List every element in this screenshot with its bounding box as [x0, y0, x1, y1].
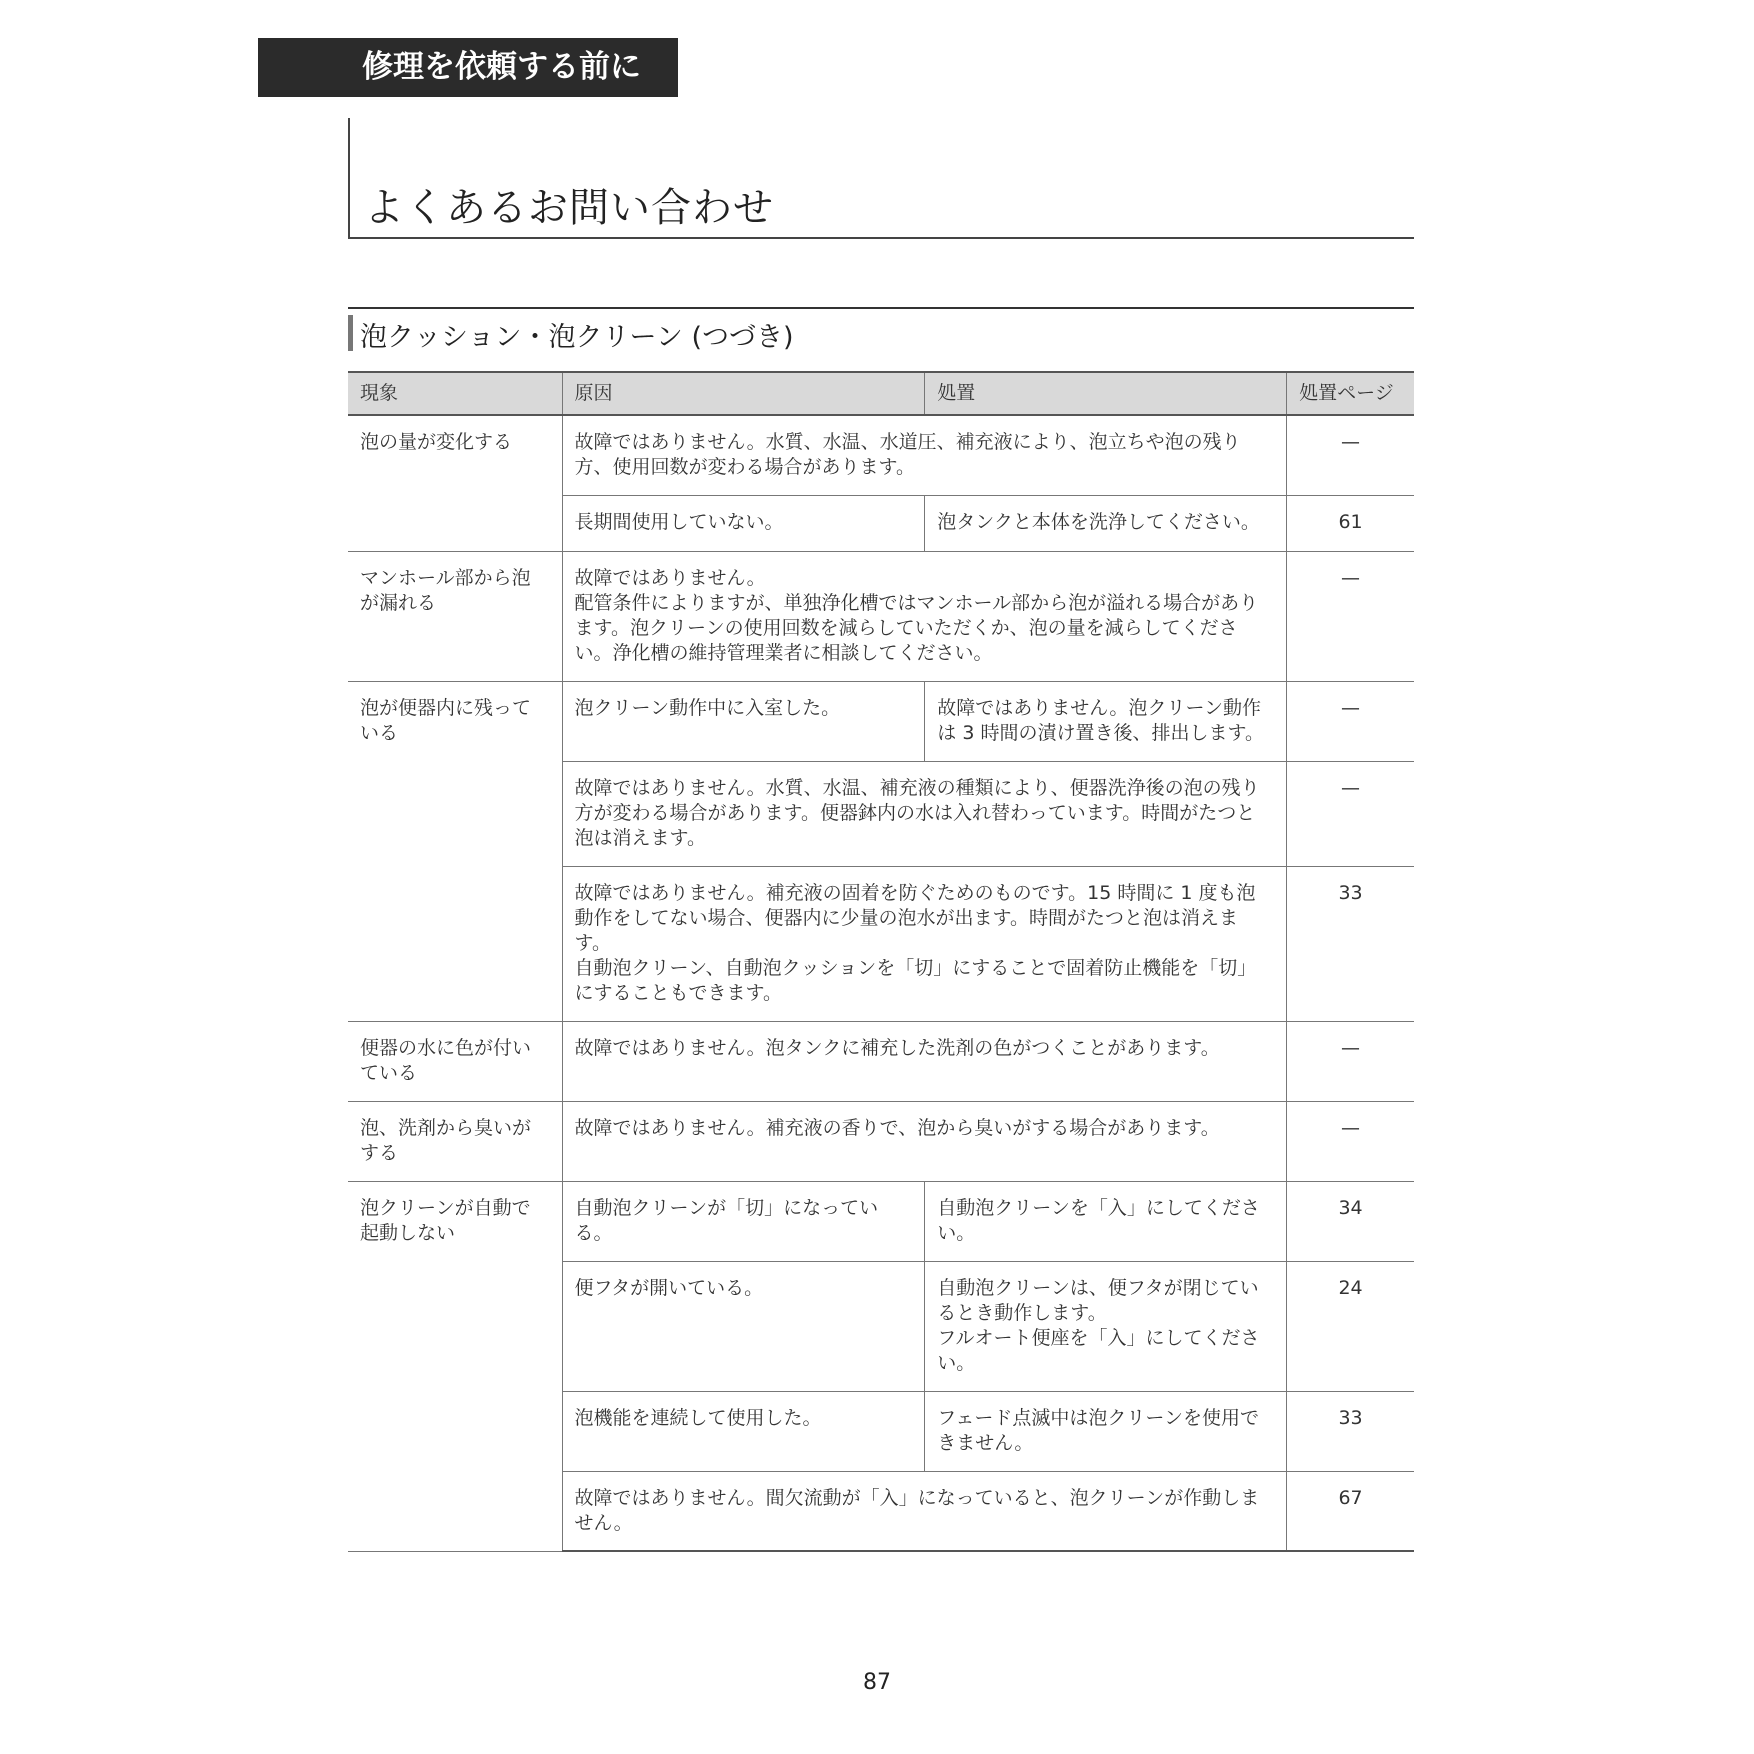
cause-cell: 自動泡クリーンが「切」になっている。	[562, 1181, 925, 1261]
subsection-header	[348, 307, 1414, 353]
action-cell: 泡タンクと本体を洗浄してください。	[925, 495, 1287, 551]
subsection-marker	[348, 315, 353, 351]
column-header-action: 処置	[925, 372, 1287, 415]
action-cell: 自動泡クリーンを「入」にしてください。	[925, 1181, 1287, 1261]
page-ref-cell: —	[1287, 1101, 1414, 1181]
page-ref-cell: 33	[1287, 1391, 1414, 1471]
page-ref-cell: —	[1287, 1021, 1414, 1101]
cause-action-cell: 故障ではありません。泡タンクに補充した洗剤の色がつくことがあります。	[562, 1021, 1287, 1101]
page-ref-cell: —	[1287, 415, 1414, 495]
title-block	[348, 118, 1414, 239]
cause-cell: 便フタが開いている。	[562, 1261, 925, 1391]
table-row	[348, 1021, 1414, 1101]
page-ref-cell: 33	[1287, 866, 1414, 1021]
table-body	[348, 415, 1414, 1551]
phenomenon-cell: 泡の量が変化する	[348, 415, 562, 551]
faq-table	[348, 371, 1414, 1552]
action-cell: 自動泡クリーンは、便フタが閉じているとき動作します。 フルオート便座を「入」にしてください。	[925, 1261, 1287, 1391]
page-ref-cell: 24	[1287, 1261, 1414, 1391]
action-cell: フェード点滅中は泡クリーンを使用できません。	[925, 1391, 1287, 1471]
cause-cell: 長期間使用していない。	[562, 495, 925, 551]
page-ref-cell: —	[1287, 761, 1414, 866]
page-number: 87	[863, 1670, 891, 1695]
page-ref-cell: —	[1287, 551, 1414, 681]
phenomenon-cell: マンホール部から泡が漏れる	[348, 551, 562, 681]
table-header-row	[348, 372, 1414, 415]
action-cell: 故障ではありません。泡クリーン動作は 3 時間の漬け置き後、排出します。	[925, 681, 1287, 761]
table-row	[348, 415, 1414, 495]
cause-cell: 泡クリーン動作中に入室した。	[562, 681, 925, 761]
table-row	[348, 1181, 1414, 1261]
table-row	[348, 1101, 1414, 1181]
phenomenon-cell: 泡が便器内に残っている	[348, 681, 562, 1021]
cause-action-cell: 故障ではありません。 配管条件によりますが、単独浄化槽ではマンホール部から泡が溢れる場合があります。泡クリーンの使用回数を減らしていただくか、泡の量を減らしてください。浄化槽の維持管理業者に相談してください。	[562, 551, 1287, 681]
table-row	[348, 681, 1414, 761]
cause-action-cell: 故障ではありません。水質、水温、水道圧、補充液により、泡立ちや泡の残り方、使用回数が変わる場合があります。	[562, 415, 1287, 495]
phenomenon-cell: 便器の水に色が付いている	[348, 1021, 562, 1101]
phenomenon-cell: 泡、洗剤から臭いがする	[348, 1101, 562, 1181]
cause-action-cell: 故障ではありません。補充液の固着を防ぐためのものです。15 時間に 1 度も泡動作をしてない場合、便器内に少量の泡水が出ます。時間がたつと泡は消えます。 自動泡クリーン、自動泡クッションを「切」にすることで固着防止機能を「切」にすることもできます。	[562, 866, 1287, 1021]
cause-action-cell: 故障ではありません。水質、水温、補充液の種類により、便器洗浄後の泡の残り方が変わる場合があります。便器鉢内の水は入れ替わっています。時間がたつと泡は消えます。	[562, 761, 1287, 866]
page-title: よくあるお問い合わせ	[364, 185, 774, 231]
cause-action-cell: 故障ではありません。間欠流動が「入」になっていると、泡クリーンが作動しません。	[562, 1471, 1287, 1551]
column-header-cause: 原因	[562, 372, 925, 415]
page-ref-cell: 61	[1287, 495, 1414, 551]
phenomenon-cell: 泡クリーンが自動で起動しない	[348, 1181, 562, 1551]
page-ref-cell: —	[1287, 681, 1414, 761]
page-ref-cell: 34	[1287, 1181, 1414, 1261]
page-ref-cell: 67	[1287, 1471, 1414, 1551]
subsection-title: 泡クッション・泡クリーン (つづき)	[360, 322, 794, 353]
section-tab: 修理を依頼する前に	[258, 38, 678, 97]
cause-cell: 泡機能を連続して使用した。	[562, 1391, 925, 1471]
column-header-page: 処置ページ	[1287, 372, 1414, 415]
table-row	[348, 551, 1414, 681]
column-header-phenomenon: 現象	[348, 372, 562, 415]
cause-action-cell: 故障ではありません。補充液の香りで、泡から臭いがする場合があります。	[562, 1101, 1287, 1181]
